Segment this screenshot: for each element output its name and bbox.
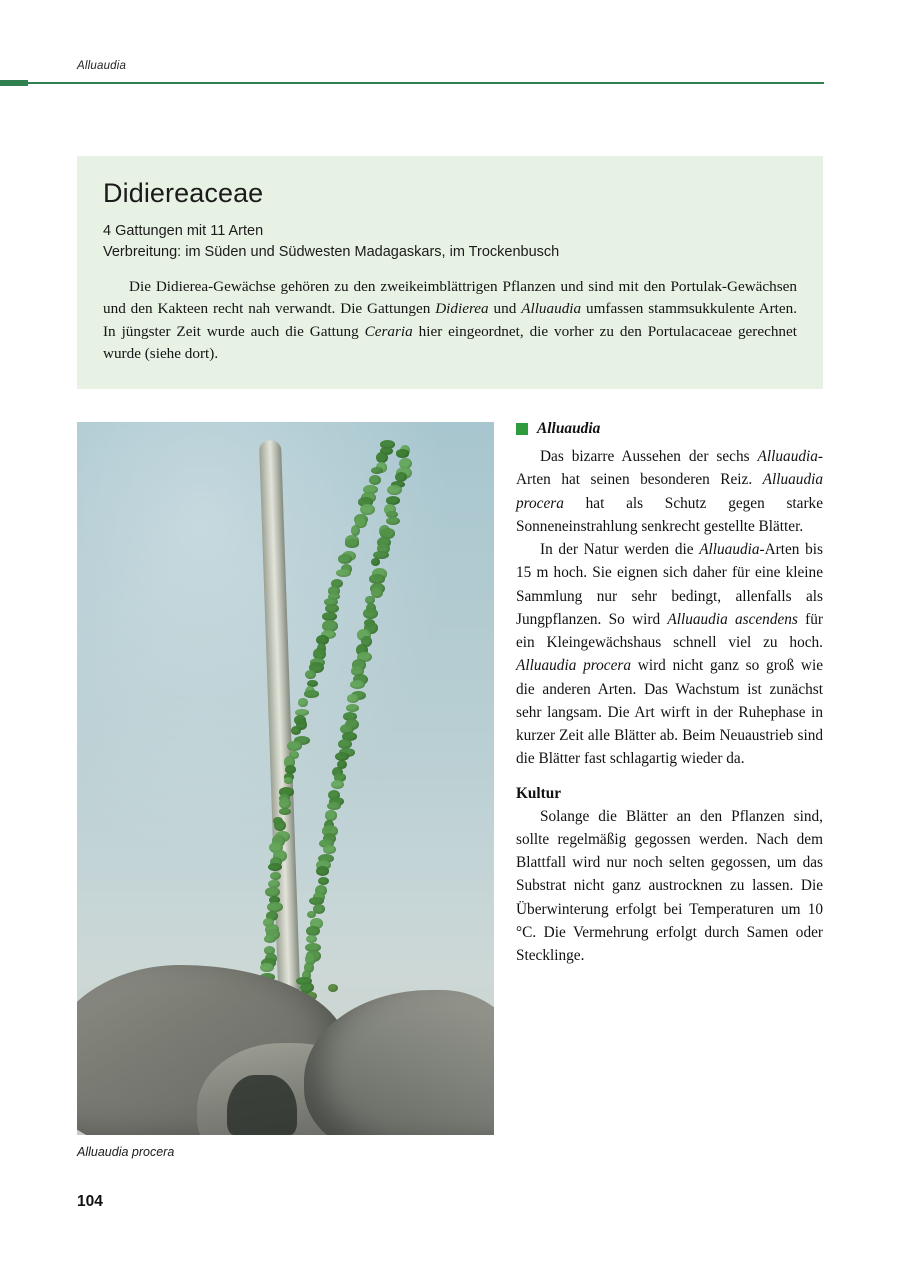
header-rule [0,82,824,84]
article-paragraph-3: Solange die Blätter an den Pflanzen sind, sollte regelmäßig gegossen werden. Nach dem Blattfall wird nur noch selten gegossen, um das Substrat nicht ganz austrocknen zu lassen. Die Überwinterung erfolgt bei Temperaturen um 10 °C. Die Vermehrung erfolgt durch Samen oder Stecklinge. [516,807,823,964]
figure-caption: Alluaudia procera [77,1145,175,1159]
family-title: Didiereaceae [103,178,264,208]
family-intro-box [77,156,823,389]
article-paragraph-2: In der Natur werden die Alluaudia-Arten bis 15 m hoch. Sie eignen sich daher für eine kleine Sammlung nur sehr bedingt, allenfalls als Jungpflanzen. So wird Alluaudia ascendens für ein Kleingewächshaus schnell viel zu hoch. Alluaudia procera wird nicht ganz so groß wie die anderen Arten. Das Wachstum ist zunächst sehr langsam. Die Art wirft in der Ruhephase in kurzer Zeit alle Blätter ab. Beim Neuaustrieb sind die Blätter fast schlagartig wieder da. [516,541,823,768]
page-number: 104 [77,1193,103,1210]
genus-heading [516,420,823,438]
family-subtitle-genera: 4 Gattungen mit 11 Arten [103,223,264,239]
plant-photo [77,422,494,1135]
section-heading-kultur: Kultur [516,784,562,802]
genus-title: Alluaudia [537,420,601,437]
rock-right [304,990,494,1135]
rock-shadow [227,1075,297,1135]
family-description-paragraph: Die Didierea-Gewächse gehören zu den zweikeimblättrigen Pflanzen und sind mit den Portulak-Gewächsen und den Kakteen recht nah verwandt. Die Gattungen Didierea und Alluaudia umfassen stammsukkulente Arten. In jüngster Zeit wurde auch die Gattung Ceraria hier eingeordnet, die vorher zu den Portulacaceae gerechnet wurde (siehe dort). [103,278,797,362]
family-subtitle-distribution: Verbreitung: im Süden und Südwesten Madagaskars, im Trockenbusch [103,243,560,260]
green-square-icon [516,423,528,435]
running-head: Alluaudia [77,60,127,72]
article-column [516,420,823,967]
article-paragraph-1: Das bizarre Aussehen der sechs Alluaudia-Arten hat seinen besonderen Reiz. Alluaudia procera hat als Schutz gegen starke Sonneneinstrahlung senkrecht gestellte Blätter. [516,448,823,535]
plant-figure [77,422,494,1159]
